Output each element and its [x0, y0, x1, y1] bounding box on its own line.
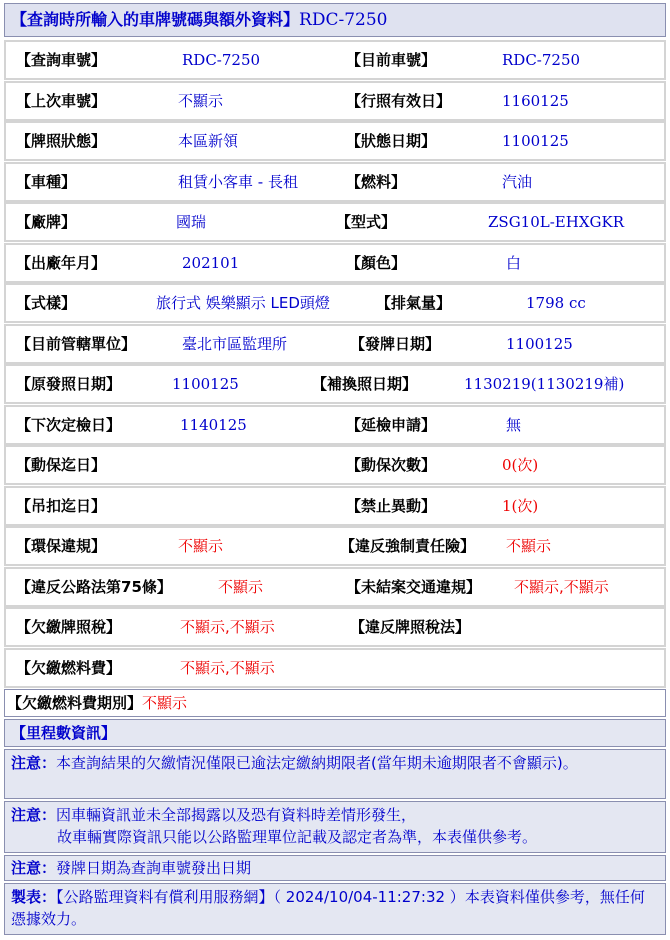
note-label: 注意： — [11, 859, 57, 877]
field-label: 【欠繳燃料費】 — [16, 659, 122, 677]
field-value: 不顯示,不顯示 — [180, 659, 275, 677]
field-value: 不顯示 — [178, 537, 224, 555]
table-row — [4, 243, 666, 283]
vehicle-info-sheet — [4, 3, 666, 937]
note-disclaimer — [4, 801, 666, 853]
field-value: 不顯示 — [178, 92, 224, 110]
table-row — [4, 121, 666, 161]
field-value: 國瑞 — [176, 213, 207, 231]
footer-credit — [4, 883, 666, 935]
field-value: 1100125 — [506, 335, 573, 353]
note-text: 發牌日期為查詢車號發出日期 — [56, 859, 252, 877]
table-row — [4, 40, 666, 80]
field-value: 1140125 — [180, 416, 247, 434]
table-row — [4, 364, 666, 404]
field-value: RDC-7250 — [182, 51, 261, 69]
field-label: 【下次定檢日】 — [16, 416, 122, 434]
field-label: 【車種】 — [16, 173, 77, 191]
field-label: 【狀態日期】 — [346, 132, 437, 150]
footer-label: 製表： — [11, 888, 57, 906]
field-value: 臺北市區監理所 — [182, 335, 288, 353]
field-value: 不顯示,不顯示 — [514, 578, 609, 596]
field-label: 【燃料】 — [346, 173, 407, 191]
field-label: 【原發照日期】 — [16, 375, 122, 393]
field-label: 【動保次數】 — [346, 456, 437, 474]
table-row — [4, 486, 666, 526]
table-row — [4, 202, 666, 242]
field-label: 【上次車號】 — [16, 92, 107, 110]
field-label: 【違反公路法第75條】 — [16, 578, 172, 596]
field-label: 【吊扣迄日】 — [16, 497, 107, 515]
field-label: 【未結案交通違規】 — [346, 578, 482, 596]
note-overdue — [4, 749, 666, 799]
note-label: 注意： — [11, 806, 57, 824]
field-label: 【目前車號】 — [346, 51, 437, 69]
page-title — [4, 3, 666, 37]
field-label: 【延檢申請】 — [346, 416, 437, 434]
field-label: 【型式】 — [336, 213, 397, 231]
field-label: 【動保迄日】 — [16, 456, 107, 474]
field-value: 不顯示 — [506, 537, 552, 555]
field-label: 【違反牌照稅法】 — [350, 618, 471, 636]
field-value: 不顯示 — [218, 578, 264, 596]
field-value: 1(次) — [502, 497, 539, 515]
field-value: RDC-7250 — [502, 51, 581, 69]
field-label: 【環保違規】 — [16, 537, 107, 555]
field-label: 【禁止異動】 — [346, 497, 437, 515]
note-label: 注意： — [11, 754, 57, 772]
field-value: 1100125 — [502, 132, 569, 150]
field-label: 【欠繳牌照稅】 — [16, 618, 122, 636]
field-value: 202101 — [182, 254, 240, 272]
field-value: 旅行式 娛樂顯示 LED頭燈 — [156, 294, 330, 312]
field-label: 【出廠年月】 — [16, 254, 107, 272]
table-row — [4, 607, 666, 647]
footer-text: 本表資料僅供參考，無任何憑據效力。 — [11, 888, 645, 928]
field-label: 【違反強制責任險】 — [340, 537, 476, 555]
field-value: 本區新領 — [178, 132, 239, 150]
field-value: 汽油 — [502, 173, 533, 191]
field-label: 【補換照日期】 — [312, 375, 418, 393]
field-value: 1100125 — [172, 375, 239, 393]
table-row — [4, 405, 666, 445]
table-row — [4, 648, 666, 688]
title-text: 【查詢時所輸入的車牌號碼與額外資料】 — [11, 10, 300, 29]
note-text: 本查詢結果的欠繳情況僅限已逾法定繳納期限者(當年期未逾期限者不會顯示)。 — [56, 754, 578, 772]
field-value: 不顯示 — [142, 694, 188, 712]
table-row — [4, 526, 666, 566]
field-value: 1130219(1130219補) — [464, 375, 625, 393]
field-value: 1798 cc — [526, 294, 586, 312]
title-plate: RDC-7250 — [299, 10, 388, 30]
field-label: 【排氣量】 — [376, 294, 452, 312]
table-row — [4, 283, 666, 323]
field-label: 【行照有效日】 — [346, 92, 452, 110]
table-row — [4, 445, 666, 485]
field-value: 0(次) — [502, 456, 539, 474]
field-label: 【顏色】 — [346, 254, 407, 272]
note-issue-date — [4, 855, 666, 881]
table-row — [4, 162, 666, 202]
field-value: ZSG10L-EHXGKR — [488, 213, 624, 231]
field-label: 【牌照狀態】 — [16, 132, 107, 150]
field-label: 【式樣】 — [16, 294, 77, 312]
field-label: 【查詢車號】 — [16, 51, 107, 69]
field-label: 【欠繳燃料費期別】 — [7, 694, 143, 712]
field-label: 【廠牌】 — [16, 213, 77, 231]
table-row — [4, 567, 666, 607]
fuel-period-row — [4, 689, 666, 717]
table-row — [4, 81, 666, 121]
field-value: 無 — [506, 416, 522, 434]
note-text: 故車輛實際資訊只能以公路監理單位記載及認定者為準，本表僅供參考。 — [57, 828, 538, 846]
mileage-section-title: 【里程數資訊】 — [4, 719, 666, 747]
field-value: 1160125 — [502, 92, 569, 110]
footer-time: （ 2024/10/04-11:27:32 ） — [273, 888, 465, 906]
field-value: 租賃小客車 - 長租 — [178, 173, 298, 191]
field-label: 【發牌日期】 — [350, 335, 441, 353]
footer-source: 【公路監理資料有償利用服務網】 — [56, 888, 274, 906]
table-row — [4, 324, 666, 364]
field-value: 白 — [506, 254, 522, 272]
note-text: 因車輛資訊並未全部揭露以及恐有資料時差情形發生， — [56, 806, 417, 824]
field-value: 不顯示,不顯示 — [180, 618, 275, 636]
field-label: 【目前管轄單位】 — [16, 335, 137, 353]
